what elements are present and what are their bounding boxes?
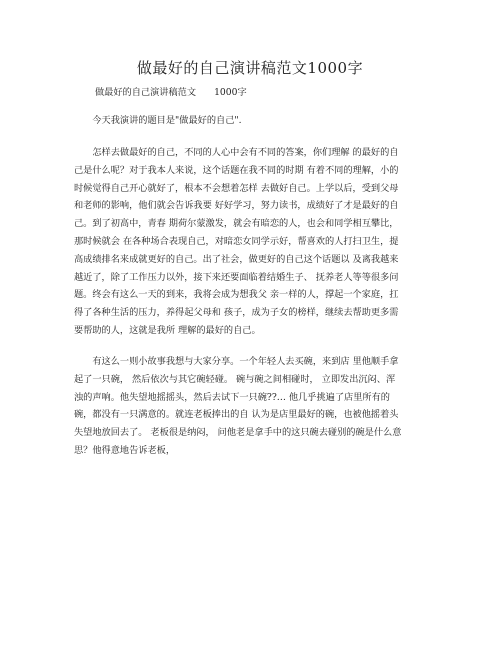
document-title: 做最好的自己演讲稿范文1000字 bbox=[136, 59, 364, 77]
paragraph-line: 思？他得意地告诉老板， bbox=[74, 444, 176, 456]
paragraph-line: 失望地放回去了。 老板很是纳闷， 问他老是拿手中的这只碗去碰别的碗是什么意 bbox=[74, 427, 402, 439]
paragraph-line: 和老师的影响，他们就会告诉我要 好好学习，努力读书，成绩好了才是最好的自 bbox=[74, 200, 399, 212]
paragraph-story bbox=[74, 353, 434, 460]
paragraph-line: 起了一只碗， 然后依次与其它碗轻碰。 碗与碗之间相碰时， 立即发出沉闷、浑 bbox=[74, 373, 396, 385]
paragraph-line: 那时候就会 在各种场合表现自己，对暗恋女同学示好，帮喜欢的人打扫卫生，提 bbox=[74, 235, 399, 247]
paragraph-line: 时候觉得自己开心就好了，根本不会想着怎样 去做好自己。上学以后，受到父母 bbox=[74, 182, 399, 194]
paragraph-line: 得了各种生活的压力，养得起父母和 孩子，成为子女的榜样，继续去帮助更多需 bbox=[74, 307, 399, 319]
document-subtitle bbox=[95, 86, 247, 100]
paragraph-line: 己。到了初高中，青春 期荷尔蒙激发，就会有暗恋的人，也会和同学相互攀比， bbox=[74, 218, 399, 230]
paragraph-line: 要帮助的人，这就是我所 理解的最好的自己。 bbox=[74, 324, 261, 336]
paragraph-line: 今天我演讲的题目是"做最好的自己". bbox=[74, 115, 242, 126]
paragraph-intro bbox=[74, 112, 434, 130]
subtitle-text: 做最好的自己演讲稿范文 bbox=[95, 87, 197, 98]
paragraph-line: 浊的声响。他失望地摇摇头，然后去试下一只碗??… 他几乎挑遍了店里所有的 bbox=[74, 391, 390, 403]
paragraph-line: 越近了，除了工作压力以外，接下来还要面临着结婚生子、 抚养老人等等很多问 bbox=[74, 271, 399, 283]
paragraph-main bbox=[74, 144, 434, 340]
paragraph-line: 有这么一则小故事我想与大家分享。一个年轻人去买碗，来到店 里他顺手拿 bbox=[74, 356, 399, 367]
paragraph-line: 碗，都没有一只满意的。就连老板捧出的自 认为是店里最好的碗，也被他摇着头 bbox=[74, 409, 399, 421]
paragraph-line: 怎样去做最好的自己，不同的人心中会有不同的答案，你们理解 的最好的自 bbox=[74, 147, 399, 158]
paragraph-line: 高成绩排名来成就更好的自己。出了社会，做更好的自己这个话题以 及离我越来 bbox=[74, 253, 399, 265]
paragraph-line: 题。终会有这么一天的到来，我将会成为想我父 亲一样的人，撑起一个家庭，扛 bbox=[74, 289, 399, 301]
paragraph-line: 己是什么呢？对于我本人来说，这个话题在我不同的时期 有着不同的理解，小的 bbox=[74, 164, 399, 176]
subtitle-word-count: 1000字 bbox=[214, 87, 247, 98]
